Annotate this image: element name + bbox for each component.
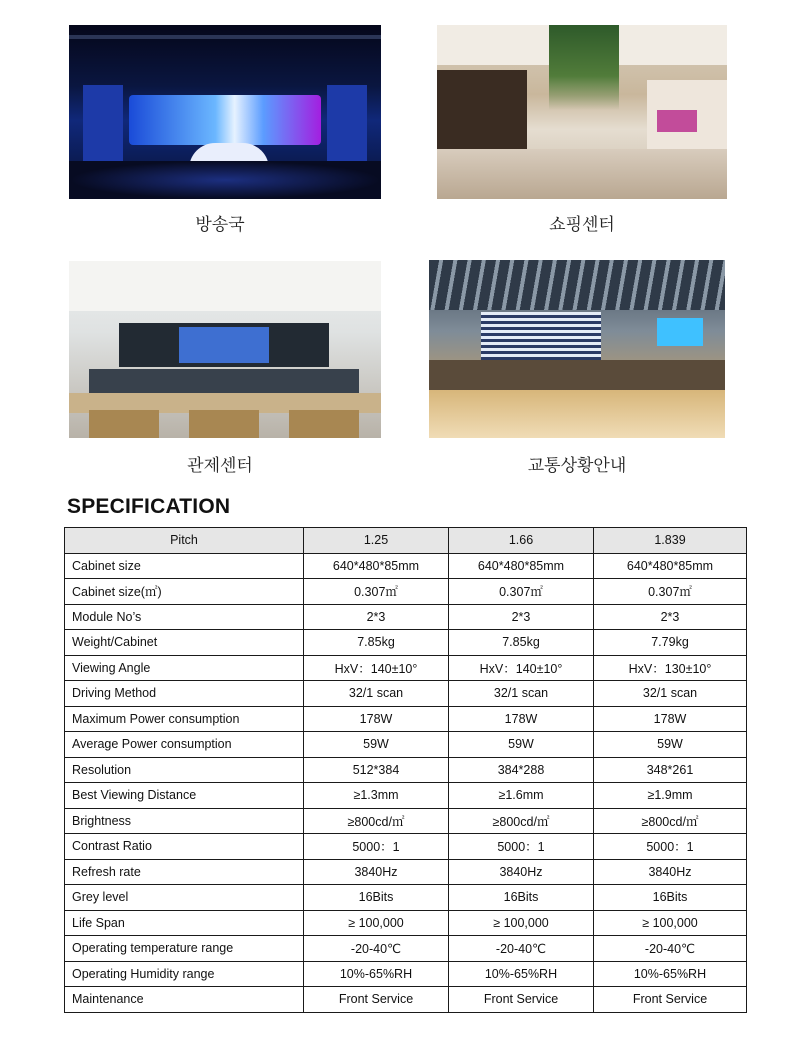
table-row (65, 808, 747, 834)
value-cell: 640*480*85mm (304, 553, 449, 579)
value-cell: 640*480*85mm (594, 553, 747, 579)
row-label-cell: Maximum Power consumption (65, 706, 304, 732)
value-cell: 16Bits (304, 885, 449, 911)
broadcast-studio-photo (69, 25, 381, 199)
value-cell: 59W (594, 732, 747, 758)
table-row (65, 757, 747, 783)
row-label-cell: Cabinet size (65, 553, 304, 579)
row-label-cell: Operating Humidity range (65, 961, 304, 987)
row-label-cell: Refresh rate (65, 859, 304, 885)
value-cell: ≥1.3mm (304, 783, 449, 809)
row-label-cell: Brightness (65, 808, 304, 834)
caption-shopping: 쇼핑센터 (549, 215, 615, 235)
value-cell: 5000：1 (304, 834, 449, 860)
value-cell: HxV：130±10° (594, 655, 747, 681)
caption-control: 관제센터 (187, 456, 253, 476)
control-center-photo (69, 261, 381, 438)
table-row (65, 961, 747, 987)
shopping-center-photo (437, 25, 727, 199)
value-cell: 32/1 scan (594, 681, 747, 707)
value-cell: 7.85kg (304, 630, 449, 656)
row-label-cell: Module No’s (65, 604, 304, 630)
table-header-row (65, 528, 747, 554)
value-cell: ≥800cd/㎡ (449, 808, 594, 834)
value-cell: ≥1.6mm (449, 783, 594, 809)
row-label-cell: Cabinet size(㎡) (65, 579, 304, 605)
value-cell: 0.307㎡ (304, 579, 449, 605)
value-cell: 7.85kg (449, 630, 594, 656)
value-cell: Front Service (594, 987, 747, 1013)
table-row (65, 783, 747, 809)
value-cell: ≥ 100,000 (594, 910, 747, 936)
value-cell: 32/1 scan (449, 681, 594, 707)
value-cell: 0.307㎡ (594, 579, 747, 605)
row-label-cell: Average Power consumption (65, 732, 304, 758)
header-label-cell: Pitch (65, 528, 304, 554)
value-cell: 512*384 (304, 757, 449, 783)
table-row (65, 885, 747, 911)
value-cell: 5000：1 (594, 834, 747, 860)
caption-broadcast: 방송국 (195, 215, 245, 235)
value-cell: 640*480*85mm (449, 553, 594, 579)
value-cell: 7.79kg (594, 630, 747, 656)
value-cell: 178W (449, 706, 594, 732)
value-cell: -20-40℃ (304, 936, 449, 962)
value-cell: ≥800cd/㎡ (594, 808, 747, 834)
value-cell: 178W (304, 706, 449, 732)
value-cell: 384*288 (449, 757, 594, 783)
row-label-cell: Best Viewing Distance (65, 783, 304, 809)
value-cell: 0.307㎡ (449, 579, 594, 605)
value-cell: 10%-65%RH (594, 961, 747, 987)
value-cell: 3840Hz (449, 859, 594, 885)
value-cell: 32/1 scan (304, 681, 449, 707)
spec-table (64, 527, 747, 1013)
table-row (65, 859, 747, 885)
table-row (65, 681, 747, 707)
value-cell: 10%-65%RH (449, 961, 594, 987)
value-cell: ≥ 100,000 (449, 910, 594, 936)
value-cell: 16Bits (449, 885, 594, 911)
row-label-cell: Grey level (65, 885, 304, 911)
value-cell: 3840Hz (594, 859, 747, 885)
value-cell: 2*3 (594, 604, 747, 630)
value-cell: 59W (304, 732, 449, 758)
table-row (65, 987, 747, 1013)
value-cell: ≥ 100,000 (304, 910, 449, 936)
value-cell: Front Service (449, 987, 594, 1013)
table-row (65, 604, 747, 630)
transport-info-photo (429, 260, 725, 438)
row-label-cell: Contrast Ratio (65, 834, 304, 860)
table-row (65, 910, 747, 936)
spec-title: SPECIFICATION (67, 495, 231, 518)
value-cell: HxV：140±10° (449, 655, 594, 681)
row-label-cell: Operating temperature range (65, 936, 304, 962)
table-row (65, 579, 747, 605)
value-cell: Front Service (304, 987, 449, 1013)
caption-transport: 교통상황안내 (527, 456, 627, 476)
table-row (65, 706, 747, 732)
table-row (65, 732, 747, 758)
value-cell: ≥1.9mm (594, 783, 747, 809)
row-label-cell: Viewing Angle (65, 655, 304, 681)
value-cell: 178W (594, 706, 747, 732)
value-cell: 16Bits (594, 885, 747, 911)
row-label-cell: Resolution (65, 757, 304, 783)
table-row (65, 630, 747, 656)
value-cell: -20-40℃ (449, 936, 594, 962)
header-pitch-cell: 1.25 (304, 528, 449, 554)
header-pitch-cell: 1.66 (449, 528, 594, 554)
value-cell: 59W (449, 732, 594, 758)
header-pitch-cell: 1.839 (594, 528, 747, 554)
value-cell: ≥800cd/㎡ (304, 808, 449, 834)
value-cell: 10%-65%RH (304, 961, 449, 987)
table-row (65, 834, 747, 860)
row-label-cell: Life Span (65, 910, 304, 936)
row-label-cell: Maintenance (65, 987, 304, 1013)
table-row (65, 655, 747, 681)
table-row (65, 936, 747, 962)
value-cell: 348*261 (594, 757, 747, 783)
value-cell: 5000：1 (449, 834, 594, 860)
row-label-cell: Weight/Cabinet (65, 630, 304, 656)
value-cell: 3840Hz (304, 859, 449, 885)
value-cell: 2*3 (304, 604, 449, 630)
value-cell: 2*3 (449, 604, 594, 630)
value-cell: -20-40℃ (594, 936, 747, 962)
table-row (65, 553, 747, 579)
row-label-cell: Driving Method (65, 681, 304, 707)
value-cell: HxV：140±10° (304, 655, 449, 681)
